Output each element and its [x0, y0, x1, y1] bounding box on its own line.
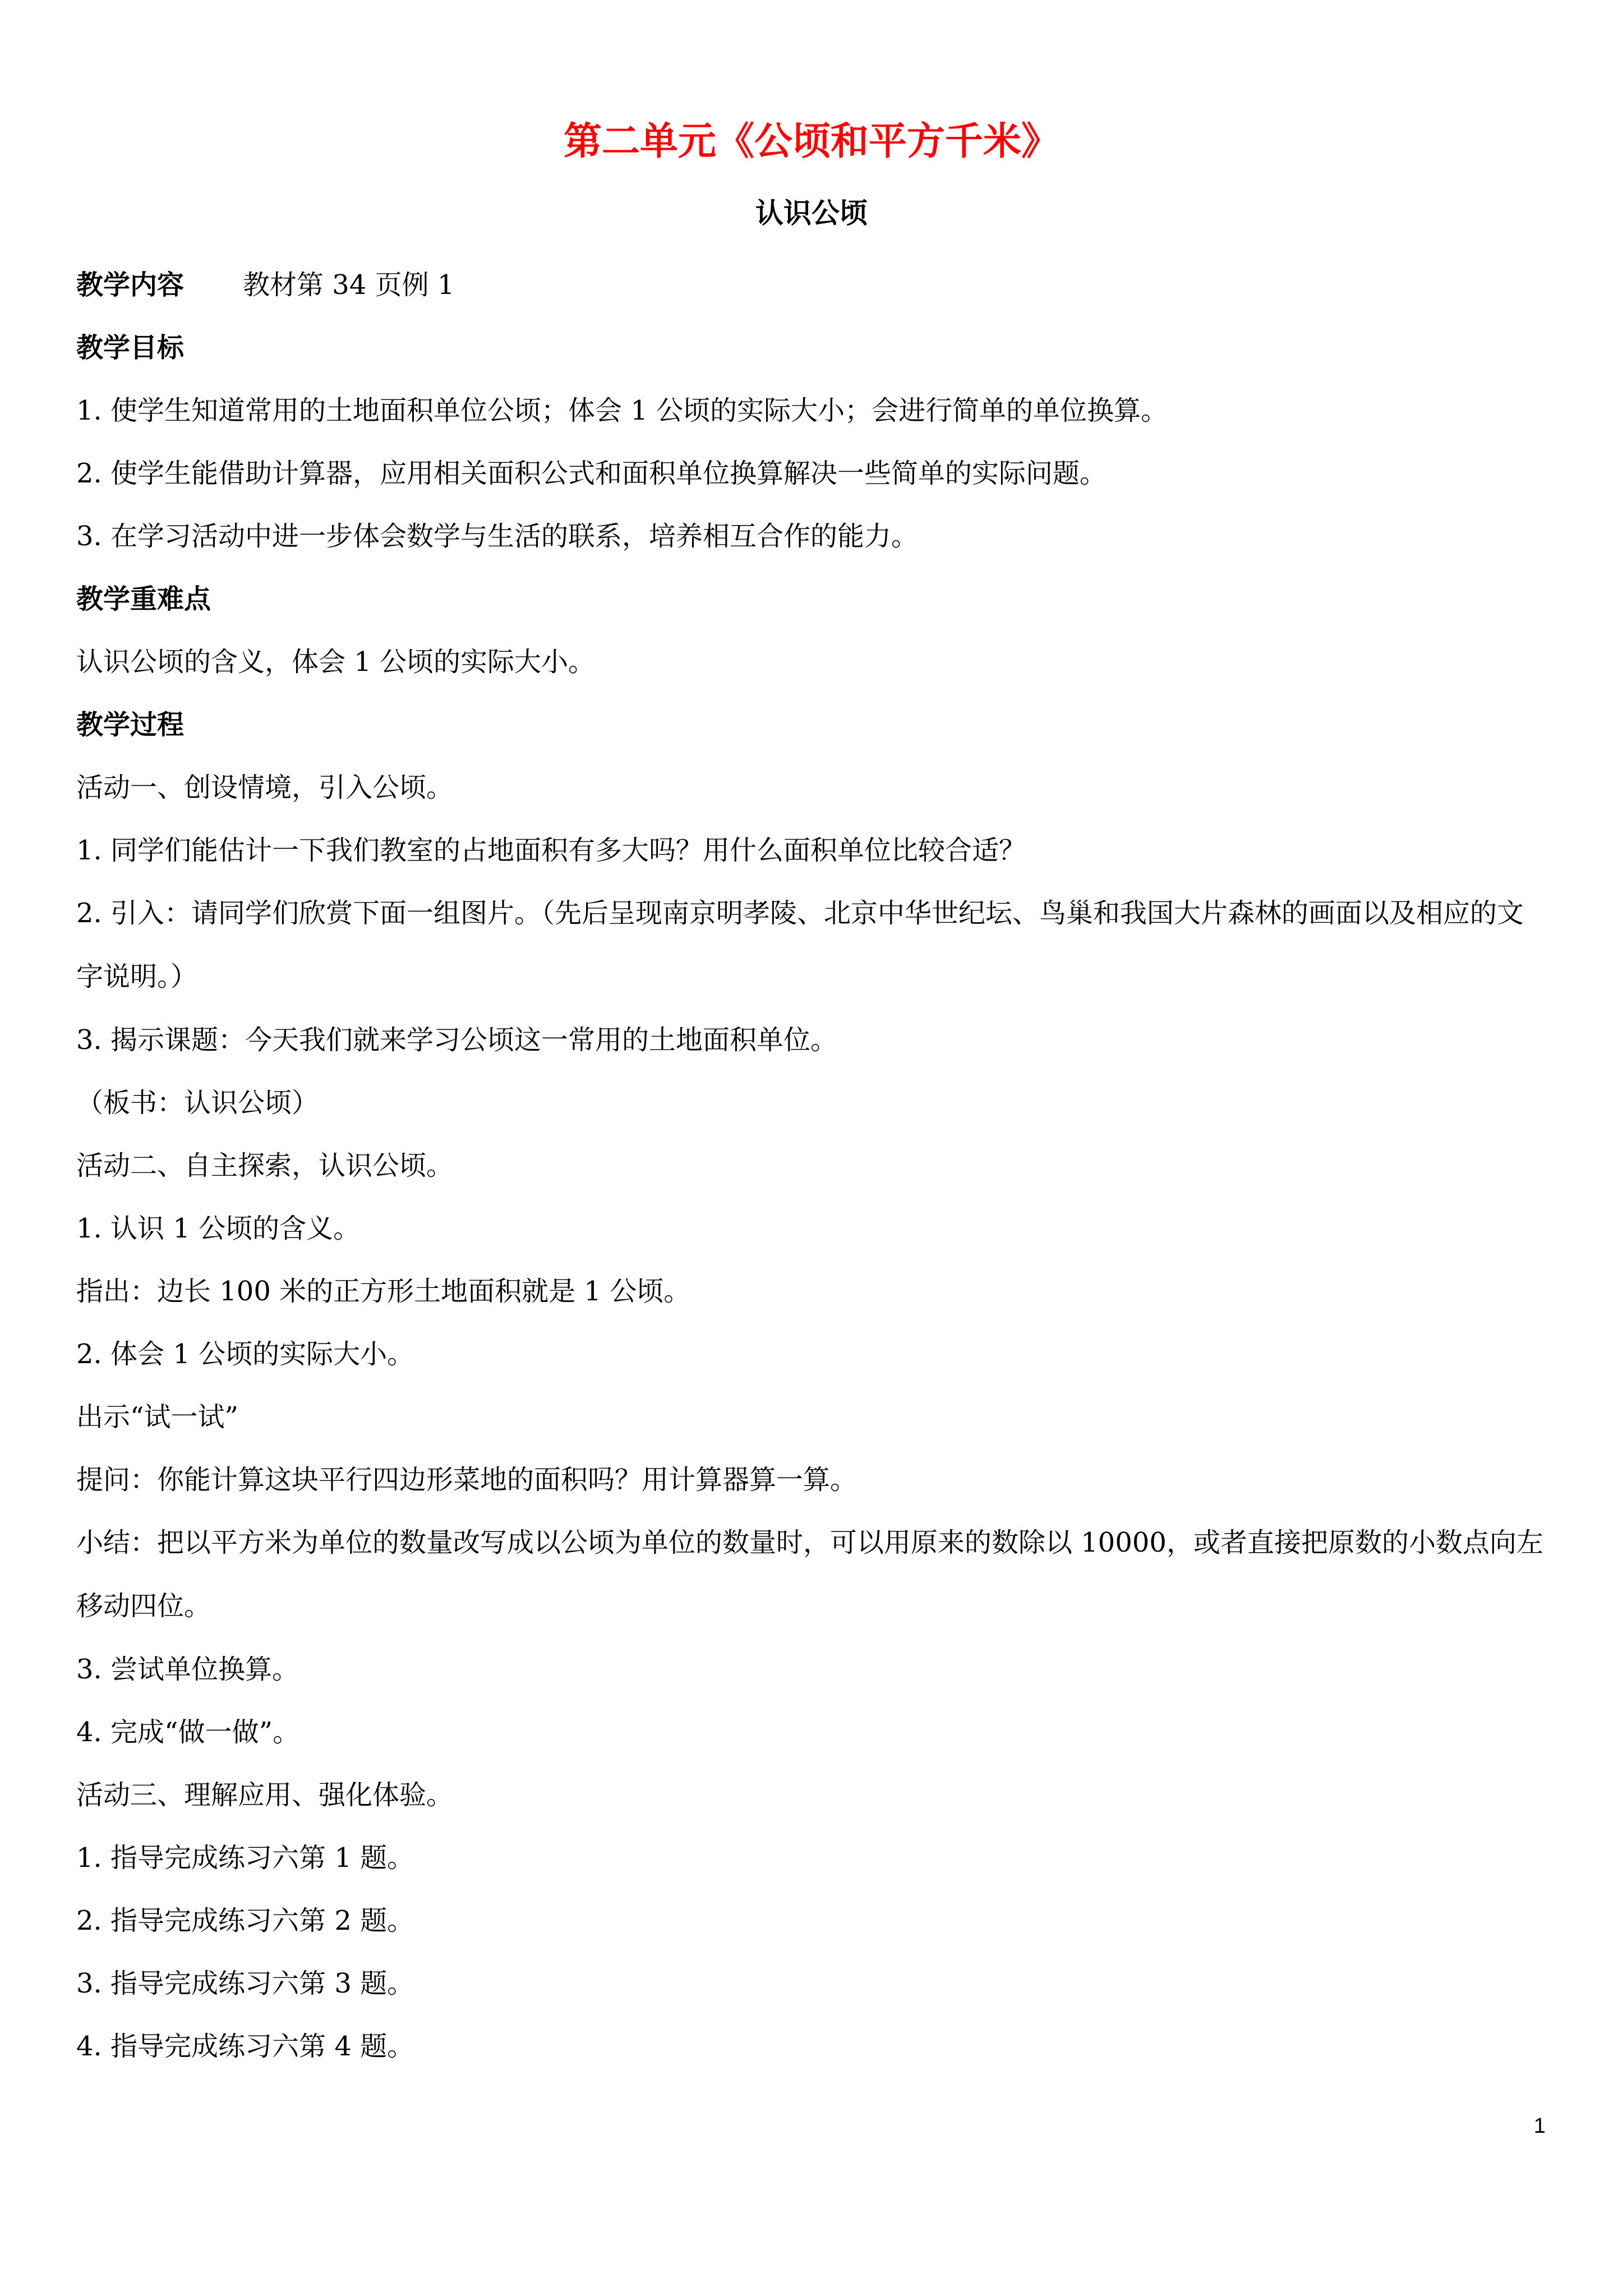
activity-item: 3. 揭示课题：今天我们就来学习公顷这一常用的土地面积单位。 [76, 1024, 838, 1056]
activity-item: 3. 指导完成练习六第 3 题。 [76, 1968, 414, 1999]
activity-question: 提问：你能计算这块平行四边形菜地的面积吗？用计算器算一算。 [76, 1464, 857, 1496]
activity-item: 4. 完成“做一做”。 [76, 1717, 300, 1748]
teaching-content-label: 教学内容 [76, 269, 185, 301]
document-body [76, 254, 1546, 2078]
activity-point: 指出：边长 100 米的正方形土地面积就是 1 公顷。 [76, 1276, 691, 1307]
activity-item: 2. 指导完成练习六第 2 题。 [76, 1905, 414, 1936]
document-title: 第二单元《公顷和平方千米》 [563, 119, 1059, 164]
goal-item: 1. 使学生知道常用的土地面积单位公顷；体会 1 公顷的实际大小；会进行简单的单位换算。 [76, 395, 1168, 426]
goal-item: 3. 在学习活动中进一步体会数学与生活的联系，培养相互合作的能力。 [76, 521, 919, 552]
teaching-content-row [76, 254, 1546, 316]
activity-show: 出示“试一试” [76, 1401, 239, 1433]
document-subtitle: 认识公顷 [755, 197, 868, 229]
teaching-process-heading: 教学过程 [76, 709, 185, 740]
activity-item: 3. 尝试单位换算。 [76, 1654, 299, 1685]
activity-summary: 小结：把以平方米为单位的数量改写成以公顷为单位的数量时，可以用原来的数除以 10000，或者直接把原数的小数点向左移动四位。 [76, 1527, 1543, 1622]
board-note: （板书：认识公顷） [76, 1087, 319, 1119]
teaching-content-value: 教材第 34 页例 1 [243, 269, 455, 301]
activity-item: 4. 指导完成练习六第 4 题。 [76, 2031, 414, 2062]
activity-item: 1. 认识 1 公顷的含义。 [76, 1213, 361, 1244]
activity-item: 2. 体会 1 公顷的实际大小。 [76, 1338, 414, 1370]
teaching-goals-heading: 教学目标 [76, 332, 185, 364]
activity-item: 2. 引入：请同学们欣赏下面一组图片。（先后呈现南京明孝陵、北京中华世纪坛、鸟巢和我国大片森林的画面以及相应的文字说明。） [76, 898, 1524, 992]
activity-item: 1. 同学们能估计一下我们教室的占地面积有多大吗？用什么面积单位比较合适？ [76, 835, 1026, 866]
activity-heading: 活动一、创设情境，引入公顷。 [76, 772, 454, 803]
activity-heading: 活动二、自主探索，认识公顷。 [76, 1150, 454, 1181]
goal-item: 2. 使学生能借助计算器，应用相关面积公式和面积单位换算解决一些简单的实际问题。 [76, 458, 1107, 489]
key-points-text: 认识公顷的含义，体会 1 公顷的实际大小。 [76, 646, 596, 678]
activity-heading: 活动三、理解应用、强化体验。 [76, 1779, 454, 1811]
key-points-heading: 教学重难点 [76, 583, 211, 615]
page-number: 1 [1533, 2114, 1546, 2138]
activity-item: 1. 指导完成练习六第 1 题。 [76, 1842, 414, 1874]
